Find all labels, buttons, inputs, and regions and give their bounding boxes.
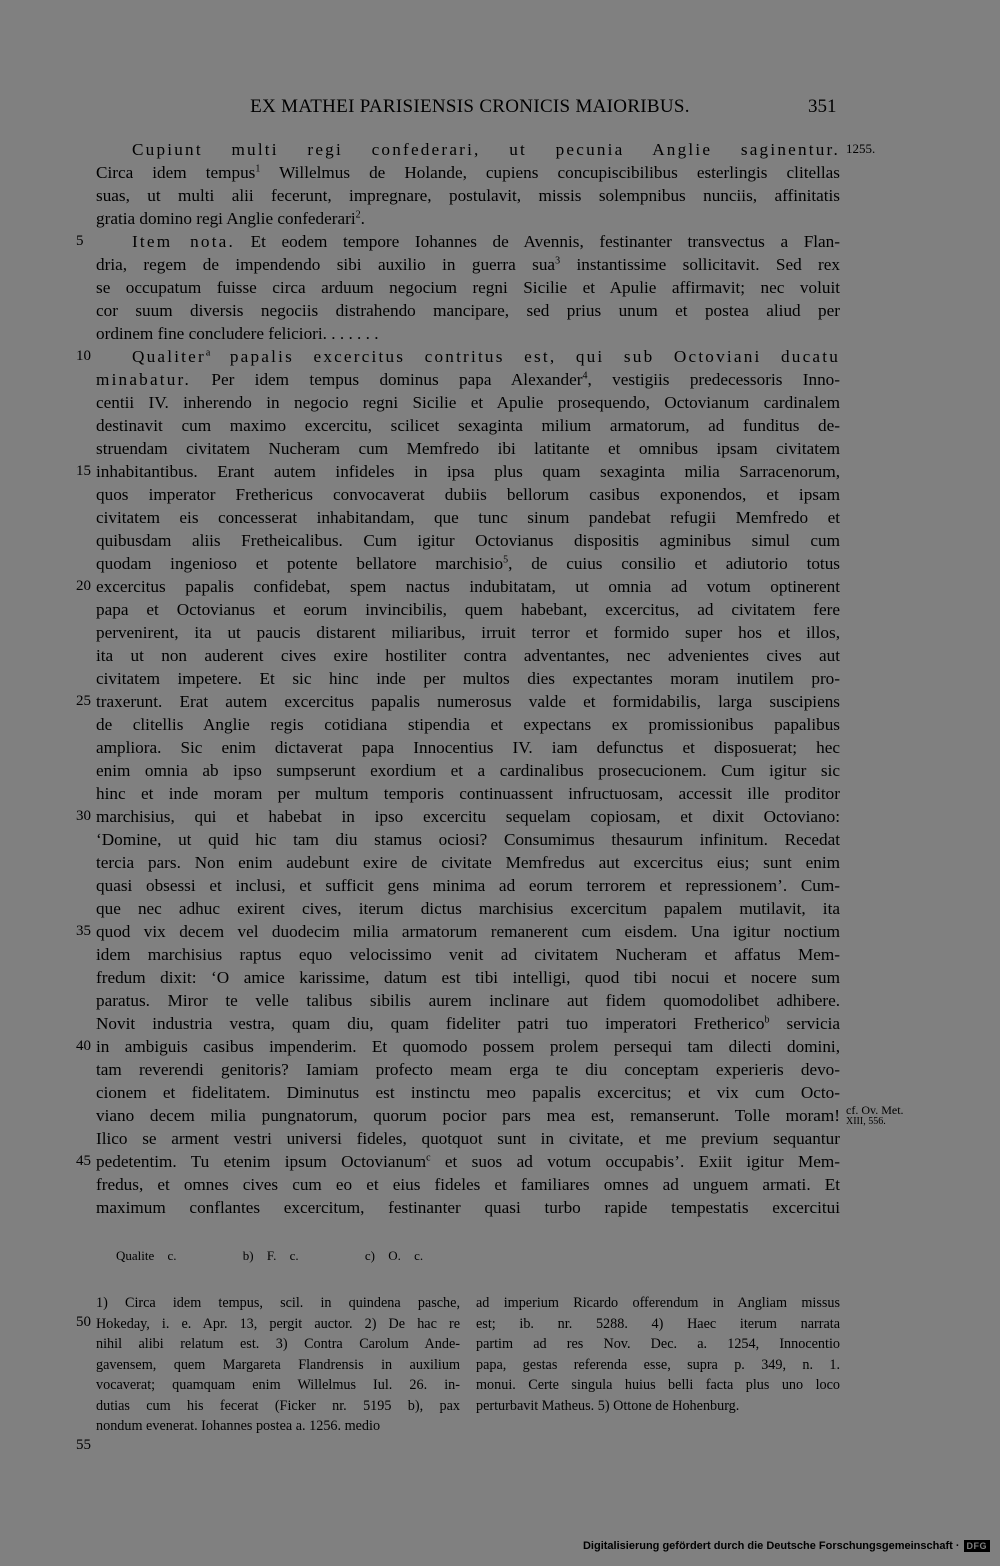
- text-line: tam reverendi genitoris? Iamiam profecto meam erga te diu conceptam experieris devo-: [96, 1060, 840, 1079]
- footnote-line: ad imperium Ricardo offerendum in Angliam missus: [476, 1295, 840, 1311]
- text-line: ampliora. Sic enim dictaverat papa Innocentius IV. iam defunctus et disposuerat; hec: [96, 738, 840, 757]
- margin-ovid-ref: [846, 1104, 904, 1128]
- text-segment: Per idem tempus dominus papa Alexander: [191, 370, 583, 389]
- line-number-25: 25: [76, 693, 91, 709]
- rubric: Item nota.: [132, 232, 236, 251]
- text-line: quos imperator Frethericus convocaverat dubiis bellorum casibus exponendos, et ipsam: [96, 485, 840, 504]
- text-segment: dria, regem de impendendo sibi auxilio in guerra sua: [96, 255, 556, 274]
- line-number-35: 35: [76, 923, 91, 939]
- line-number-40: 40: [76, 1038, 91, 1054]
- text-line: viano decem milia pungnatorum, quorum pocior pars mea est, remanserunt. Tolle moram!: [96, 1106, 840, 1125]
- variant-notes: [116, 1248, 423, 1264]
- line-number-15: 15: [76, 463, 91, 479]
- text-segment: Willelmus de Holande, cupiens concupiscibilibus esterlingis clitellas: [260, 163, 840, 182]
- text-segment: et suos ad votum occupabis’. Exiit igitur Mem-: [430, 1152, 840, 1171]
- line-number-30: 30: [76, 808, 91, 824]
- footnote-line: Hokeday, i. e. Apr. 13, pergit auctor. 2) De hac re: [96, 1315, 460, 1332]
- footnote-ref: 3: [555, 255, 561, 267]
- running-title: EX MATHEI PARISIENSIS CRONICIS MAIORIBUS.: [250, 96, 690, 117]
- margin-year: 1255.: [846, 141, 876, 156]
- text-line: ita ut non auderent cives exire hostiliter contra adventantes, nec advenientes cives aut: [96, 646, 840, 665]
- variant-note-c: c) O. c.: [364, 1248, 424, 1263]
- line-number-10: 10: [76, 348, 91, 364]
- text-line: de clitellis Anglie regis cotidiana stipendia et expectans ex promissionibus papalibus: [96, 715, 840, 734]
- text-line: ‘Domine, ut quid hic tam diu stamus ociosi? Consumimus thesaurum infinitum. Recedat: [96, 830, 840, 849]
- margin-ovid-ref-line2: XIII, 556.: [846, 1116, 886, 1127]
- text-line: suas, ut multi alii fecerunt, impregnare, postulavit, missis solempnibus nunciis, affinitatis: [96, 186, 840, 205]
- text-line: destinavit cum maximo excercitu, scilicet sexaginta milium armatorum, ad funditus de-: [96, 416, 840, 435]
- main-text: [96, 138, 840, 1219]
- text-segment: instantissime sollicitavit. Sed rex: [560, 255, 841, 274]
- text-line: quod vix decem vel duodecim milia armatorum remanerent cum eisdem. Una igitur noctium: [96, 922, 840, 941]
- margin-ovid-ref-line1: cf. Ov. Met.: [846, 1103, 904, 1117]
- footnote-line: monui. Certe singula huius belli facta plus uno loco: [476, 1377, 840, 1393]
- text-line: centii IV. inherendo in negocio regni Sicilie et Apulie prosequendo, Octovianum cardinalem: [96, 393, 840, 412]
- text-line: struendam civitatem Nucheram cum Memfredo ibi latitante et omnibus ipsam civitatem: [96, 439, 840, 458]
- text-line: [96, 253, 840, 276]
- rubric: Qualiter: [132, 347, 206, 366]
- dfg-credit: [583, 1540, 990, 1552]
- text-line: cionem et fidelitatem. Diminutus est instinctu meo papalis excercitus; et vix cum Octo-: [96, 1083, 840, 1102]
- text-segment: Circa idem tempus: [96, 163, 256, 182]
- text-line: enim omnia ab ipso sumpserunt exordium et a cardinalibus prosecucionem. Cum igitur sic: [96, 761, 840, 780]
- text-segment: quodam ingenioso et potente bellatore marchisio: [96, 554, 504, 573]
- text-line: [96, 161, 840, 184]
- text-segment: Novit industria vestra, quam diu, quam fideliter patri tuo imperatori Fretherico: [96, 1014, 765, 1033]
- text-segment: , de cuius consilio et adiutorio totus: [508, 554, 840, 573]
- line-number-50: 50: [76, 1314, 91, 1330]
- line-number-20: 20: [76, 578, 91, 594]
- line-number-45: 45: [76, 1153, 91, 1169]
- text-line: inhabitantibus. Erant autem infideles in ipsa plus quam sexaginta milia Sarracenorum,: [96, 462, 840, 481]
- text-line: [96, 207, 840, 230]
- text-line: tercia pars. Non enim audebunt exire de civitate Memfredus aut excercitus eius; sunt enim: [96, 853, 840, 872]
- text-line: que nec adhuc exirent cives, iterum dictus marchisius excercitum papalem mutilavit, ita: [96, 899, 840, 918]
- variant-ref: a: [205, 347, 211, 359]
- text-line: quasi obsessi et inclusi, et sufficit gens minima ad eorum terrorem et repressionem’. Cum-: [96, 876, 840, 895]
- footnote-ref: 5: [503, 554, 509, 566]
- text-line: idem marchisius raptus equo velocissimo venit ad civitatem Nucheram et affatus Mem-: [96, 945, 840, 964]
- text-line: paratus. Miror te velle talibus sibilis aurem inclinare aut fidem quomodolibet adhibere.: [96, 991, 840, 1010]
- text-line: fredus, et omnes cives cum eo et eius fideles et familiares omnes ad unguem armati. Et: [96, 1175, 840, 1194]
- text-line: cor suum diversis negociis distrahendo mancipare, sed prius unum et postea aliud per: [96, 301, 840, 320]
- footnote-ref: 2: [355, 209, 361, 221]
- footnote-line: papa, gestas referenda esse, supra p. 349, n. 1.: [476, 1356, 840, 1373]
- text-segment: .: [360, 209, 365, 228]
- text-line: civitatem impetere. Et sic hinc inde per multos dies expectantes moram inutilem pro-: [96, 669, 840, 688]
- variant-note-b: b) F. c.: [242, 1248, 299, 1263]
- text-segment: , vestigiis predecessoris Inno-: [587, 370, 841, 389]
- text-line: [96, 1150, 840, 1173]
- text-line: [96, 345, 840, 368]
- text-line: in ambiguis casibus impenderim. Et quomodo possem prolem persequi tam dilecti domini,: [96, 1037, 840, 1056]
- line-number-5: 5: [76, 233, 84, 249]
- footnote-line: nondum evenerat. Iohannes postea a. 1256. medio: [96, 1418, 381, 1434]
- text-segment: gratia domino regi Anglie confederari: [96, 209, 356, 228]
- text-segment: pedetentim. Tu etenim ipsum Octovianum: [96, 1152, 427, 1171]
- footnote-line: vocaverat; quamquam enim Willelmus Iul. 26. in-: [96, 1377, 460, 1393]
- footnotes-left-column: [96, 1293, 460, 1437]
- text-segment: Et eodem tempore Iohannes de Avennis, festinanter transvectus a Flan-: [235, 232, 840, 251]
- footnote-line: nihil alibi relatum est. 3) Contra Carolum Ande-: [96, 1336, 460, 1352]
- footnote-line: perturbavit Matheus. 5) Ottone de Hohenburg.: [476, 1397, 740, 1414]
- footnote-line: partim ad res Nov. Dec. a. 1254, Innocentio: [476, 1336, 840, 1352]
- dfg-logo-icon: DFG: [964, 1540, 991, 1552]
- footnotes-right-column: [476, 1293, 840, 1416]
- text-line: [96, 1012, 840, 1035]
- text-segment: servicia: [769, 1014, 840, 1033]
- page-number: 351: [808, 96, 837, 117]
- text-line: hinc et inde moram per multum temporis continuassent infructuosam, accessit ille proditor: [96, 784, 840, 803]
- dfg-credit-text: Digitalisierung gefördert durch die Deutsche Forschungsgemeinschaft ·: [582, 1540, 960, 1552]
- rubric: minabatur.: [96, 370, 192, 389]
- variant-ref: c: [426, 1152, 431, 1164]
- text-line: [96, 552, 840, 575]
- text-line: quibusdam aliis Fretheicalibus. Cum igitur Octovianus dispositis agminibus simul cum: [96, 531, 840, 550]
- line-number-55: 55: [76, 1437, 91, 1453]
- footnote-ref: 1: [255, 163, 261, 175]
- footnote-line: gavensem, quem Margareta Flandrensis in auxilium: [96, 1356, 460, 1373]
- text-line: traxerunt. Erat autem excercitus papalis numerosus valde et formidabilis, larga suscipiens: [96, 692, 840, 711]
- footnote-line: est; ib. nr. 5288. 4) Haec iterum narrata: [476, 1315, 840, 1332]
- footnote-line: dutias cum his fecerat (Ficker nr. 5195 b), pax: [96, 1397, 460, 1414]
- rubric: Cupiunt multi regi confederari, ut pecunia Anglie saginentur.: [132, 140, 840, 159]
- variant-ref: b: [764, 1014, 770, 1026]
- text-line: marchisius, qui et habebat in ipso excercitu sequelam copiosam, et dixit Octoviano:: [96, 807, 840, 826]
- text-line: excercitus papalis confidebat, spem nactus indubitatam, ut omnia ad votum optinerent: [96, 577, 840, 596]
- text-line: civitatem eis concesserat inhabitandam, que tunc sinum pandebat refugii Memfredo et: [96, 508, 840, 527]
- footnote-line: 1) Circa idem tempus, scil. in quindena pasche,: [96, 1295, 460, 1311]
- rubric: papalis excercitus contritus est, qui sub Octoviani ducatu: [210, 347, 840, 366]
- footnote-ref: 4: [582, 370, 588, 382]
- text-line: pervenirent, ita ut paucis distarent miliaribus, irruit terror et formido super hos et illos,: [96, 623, 840, 642]
- text-line: Ilico se arment vestri universi fideles, quotquot sunt in civitate, et me previum sequantur: [96, 1129, 840, 1148]
- text-line: se occupatum fuisse circa arduum negocium regni Sicilie et Apulie affirmavit; nec voluit: [96, 278, 840, 297]
- text-line: papa et Octovianus et eorum invincibilis, quem habebant, excercitus, ad civitatem fere: [96, 600, 840, 619]
- text-line: [96, 230, 840, 253]
- text-line: [96, 368, 840, 391]
- variant-note-a: Qualite c.: [116, 1248, 177, 1263]
- text-line: [96, 138, 840, 161]
- text-line: fredum dixit: ‘O amice karissime, datum est tibi intelligi, quod tibi nocui et nocere sum: [96, 968, 840, 987]
- text-line: ordinem fine concludere feliciori. . . . . . .: [96, 324, 379, 343]
- text-line: maximum conflantes excercitum, festinanter quasi turbo rapide tempestatis excercitui: [96, 1198, 840, 1217]
